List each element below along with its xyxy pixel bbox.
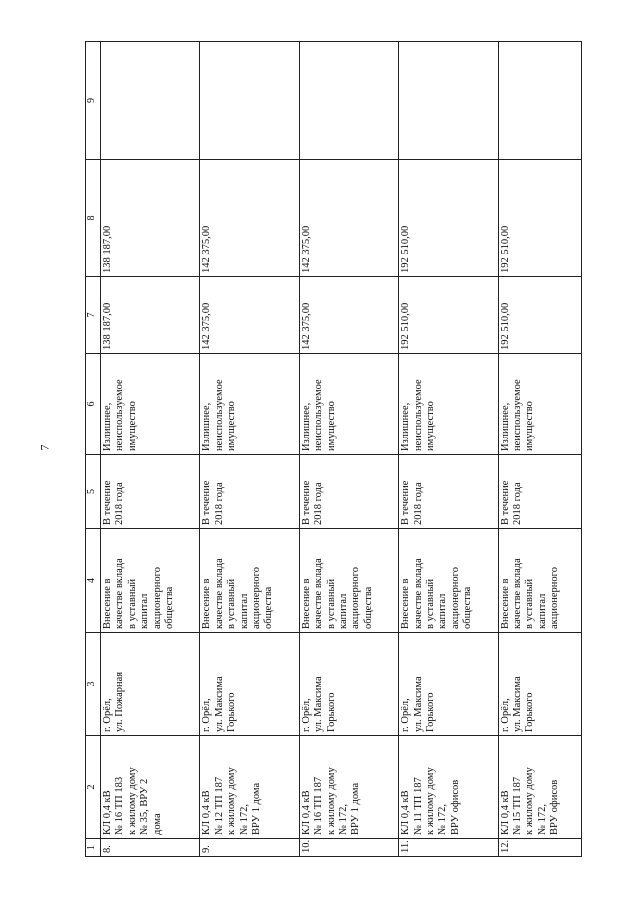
disposal-reason: Излишнее, неиспользуемое имущество <box>102 379 138 451</box>
header-cell-8: 8 <box>86 160 101 277</box>
header-cell-5: 5 <box>86 455 101 529</box>
table-row <box>498 42 582 857</box>
property-table <box>85 41 582 857</box>
object-name: КЛ 0,4 кВ № 16 ТП 183 к жилому дому № 35, ВРУ 2 дома <box>102 767 163 835</box>
residual-value: 192 510,00 <box>400 225 412 273</box>
residual-value: 138 187,00 <box>102 225 113 273</box>
rotated-table-frame <box>85 42 582 857</box>
row-number: 10. <box>300 839 312 853</box>
object-address: г. Орёл, ул. Максима Горького <box>201 676 238 732</box>
object-address: г. Орёл, ул. Максима Горького <box>400 676 436 732</box>
object-name: КЛ 0,4 кВ № 15 ТП 187 к жилому дому № 172, ВРУ офисов <box>499 767 560 835</box>
row-number: 8. <box>102 845 113 853</box>
residual-value: 142 375,00 <box>201 225 213 273</box>
book-value: 192 510,00 <box>499 302 511 350</box>
disposal-period: В течение 2018 года <box>102 480 126 525</box>
disposal-period: В течение 2018 года <box>499 480 523 525</box>
disposal-method: Внесение в качестве вклада в уставный капитал акционерного общества <box>201 558 275 629</box>
residual-value: 192 510,00 <box>499 225 511 273</box>
table-row <box>399 42 498 857</box>
book-value: 138 187,00 <box>102 302 113 350</box>
disposal-period: В течение 2018 года <box>201 480 225 525</box>
header-cell-2: 2 <box>86 736 101 839</box>
object-address: г. Орёл, ул. Максима Горького <box>499 676 536 732</box>
disposal-period: В течение 2018 года <box>400 480 424 525</box>
header-cell-1: 1 <box>86 839 101 857</box>
disposal-reason: Излишнее, неиспользуемое имущество <box>499 379 536 451</box>
page-number: 7 <box>37 444 52 451</box>
header-cell-9: 9 <box>86 42 101 160</box>
book-value: 142 375,00 <box>201 302 213 350</box>
header-row <box>86 42 101 857</box>
disposal-method: Внесение в качестве вклада в уставный капитал акционерного <box>499 558 560 629</box>
object-name: КЛ 0,4 кВ № 16 ТП 187 к жилому дому № 172, ВРУ 1 дома <box>300 767 362 835</box>
row-number: 11. <box>400 840 412 853</box>
object-name: КЛ 0,4 кВ № 11 ТП 187 к жилому дому № 172, ВРУ офисов <box>400 767 461 835</box>
residual-value: 142 375,00 <box>300 225 312 273</box>
header-cell-6: 6 <box>86 354 101 455</box>
property-table-container <box>85 42 582 857</box>
table-row <box>299 42 398 857</box>
disposal-reason: Излишнее, неиспользуемое имущество <box>300 379 337 451</box>
book-value: 192 510,00 <box>400 302 412 350</box>
disposal-reason: Излишнее, неиспользуемое имущество <box>400 379 436 451</box>
disposal-method: Внесение в качестве вклада в уставный капитал акционерного общества <box>300 558 374 629</box>
header-cell-3: 3 <box>86 633 101 736</box>
header-cell-7: 7 <box>86 277 101 354</box>
disposal-period: В течение 2018 года <box>300 480 325 525</box>
disposal-method: Внесение в качестве вклада в уставный капитал акционерного общества <box>400 558 473 629</box>
table-row <box>200 42 299 857</box>
object-name: КЛ 0,4 кВ № 12 ТП 187 к жилому дому № 172, ВРУ 1 дома <box>201 767 262 835</box>
object-address: г. Орёл, ул. Пожарная <box>102 671 126 732</box>
table-row <box>101 42 200 857</box>
header-cell-4: 4 <box>86 529 101 633</box>
row-number: 9. <box>201 845 213 853</box>
disposal-method: Внесение в качестве вклада в уставный капитал акционерного общества <box>102 558 175 629</box>
object-address: г. Орёл, ул. Максима Горького <box>300 676 337 732</box>
book-value: 142 375,00 <box>300 302 312 350</box>
disposal-reason: Излишнее, неиспользуемое имущество <box>201 379 238 451</box>
row-number: 12. <box>499 839 511 853</box>
